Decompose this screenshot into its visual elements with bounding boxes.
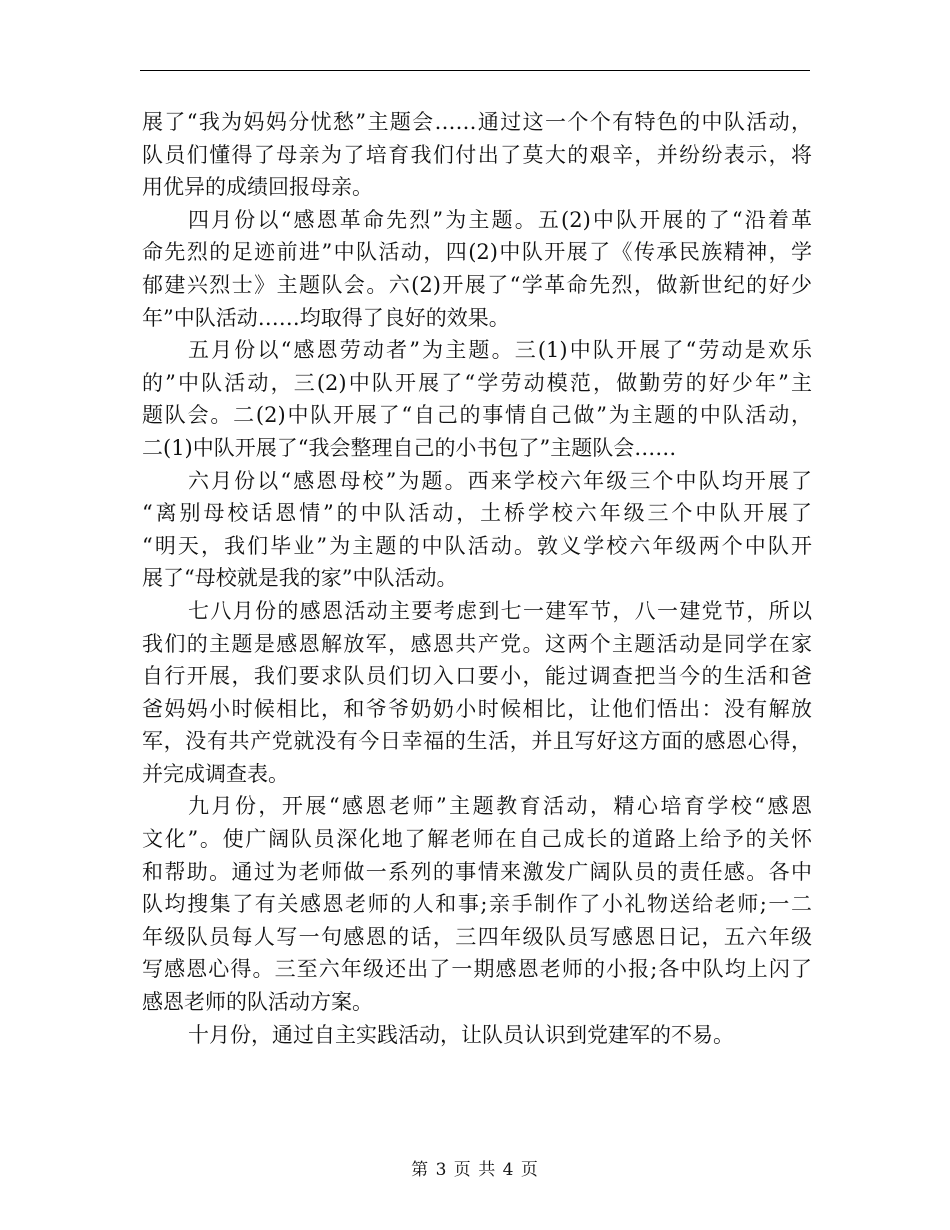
text-line: 并完成调查表。	[142, 761, 289, 786]
text-line: 军，没有共产党就没有今日幸福的生活，并且写好这方面的感恩心得，	[142, 729, 812, 754]
header-rule	[140, 70, 810, 71]
text-line: 和帮助。通过为老师做一系列的事情来激发广阔队员的责任感。各中	[142, 859, 812, 884]
text-line: 文化”。使广阔队员深化地了解老师在自己成长的道路上给予的关怀	[142, 827, 812, 852]
text-line: 六月份以“感恩母校”为题。西来学校六年级三个中队均开展了	[188, 468, 812, 493]
text-line: 用优异的成绩回报母亲。	[142, 175, 373, 200]
text-line: 十月份，通过自主实践活动，让队员认识到党建军的不易。	[188, 1022, 734, 1047]
text-line: 四月份以“感恩革命先烈”为主题。五(2)中队开展的了“沿着革	[188, 207, 812, 232]
paragraph	[142, 790, 812, 1018]
paragraph	[142, 334, 812, 464]
text-line: 自行开展，我们要求队员们切入口要小，能过调查把当今的生活和爸	[142, 664, 812, 689]
text-line: 二(1)中队开展了“我会整理自己的小书包了”主题队会……	[142, 435, 677, 460]
paragraph	[142, 595, 812, 791]
text-line: 郁建兴烈士》主题队会。六(2)开展了“学革命先烈，做新世纪的好少	[142, 272, 812, 297]
text-line: 展了“母校就是我的家”中队活动。	[142, 566, 458, 591]
text-line: 的”中队活动，三(2)中队开展了“学劳动模范，做勤劳的好少年”主	[142, 370, 812, 395]
text-line: 五月份以“感恩劳动者”为主题。三(1)中队开展了“劳动是欢乐	[188, 338, 812, 363]
text-line: “离别母校话恩情”的中队活动，土桥学校六年级三个中队开展了	[142, 501, 812, 526]
text-line: 感恩老师的队活动方案。	[142, 990, 373, 1015]
text-line: 爸妈妈小时候相比，和爷爷奶奶小时候相比，让他们悟出：没有解放	[142, 696, 812, 721]
text-line: 写感恩心得。三至六年级还出了一期感恩老师的小报;各中队均上闪了	[142, 957, 812, 982]
paragraph	[142, 465, 812, 595]
text-line: 展了“我为妈妈分忧愁”主题会……通过这一个个有特色的中队活动，	[142, 110, 812, 134]
text-line: 命先烈的足迹前进”中队活动，四(2)中队开展了《传承民族精神，学	[142, 240, 812, 265]
paragraph	[142, 204, 812, 334]
text-line: 七八月份的感恩活动主要考虑到七一建军节，八一建党节，所以	[188, 598, 812, 623]
paragraph	[142, 1019, 812, 1052]
text-line: 年”中队活动……均取得了良好的效果。	[142, 305, 510, 330]
text-line: 九月份，开展“感恩老师”主题教育活动，精心培育学校“感恩	[188, 794, 812, 819]
text-line: 队员们懂得了母亲为了培育我们付出了莫大的艰辛，并纷纷表示，将	[142, 142, 812, 167]
text-line: 我们的主题是感恩解放军，感恩共产党。这两个主题活动是同学在家	[142, 631, 812, 656]
text-line: 年级队员每人写一句感恩的话，三四年级队员写感恩日记，五六年级	[142, 924, 812, 949]
text-line: 队均搜集了有关感恩老师的人和事;亲手制作了小礼物送给老师;一二	[142, 892, 812, 917]
text-line: “明天，我们毕业”为主题的中队活动。敦义学校六年级两个中队开	[142, 533, 812, 558]
paragraph	[142, 106, 812, 204]
text-line: 题队会。二(2)中队开展了“自己的事情自己做”为主题的中队活动，	[142, 403, 812, 428]
document-body	[142, 106, 812, 1051]
page-footer: 第 3 页 共 4 页	[411, 1160, 539, 1180]
